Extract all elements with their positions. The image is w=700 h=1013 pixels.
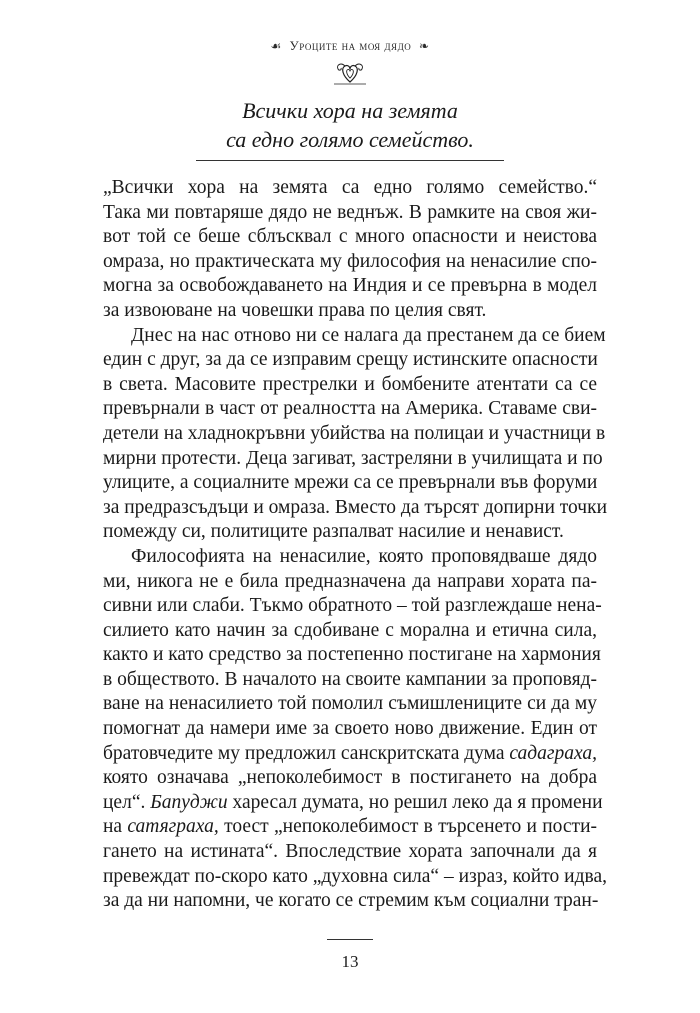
text-line: в света. Масовите престрелки и бомбените атентати са се (103, 373, 597, 395)
italic-term: сатяграха, (127, 816, 219, 838)
epigraph-divider (196, 160, 504, 161)
text-run: на (103, 816, 123, 838)
text-line: силието като начин за сдобиване с морална и етична сила, (103, 619, 597, 641)
text-line: превърнали в част от реалността на Америка. Ставаме сви- (103, 398, 597, 420)
text-line: Днес на нас отново ни се налага да престанем да се бием (131, 324, 606, 346)
text-line: за предразсъдъци и омраза. Вместо да търсят допирни точки (103, 496, 608, 518)
text-line: за извоюване на човешки права по целия свят. (103, 299, 487, 321)
text-line (103, 791, 603, 816)
text-line: която означава „непоколебимост в постигането на добра (103, 767, 597, 789)
text-line: могна за освобождаването на Индия и се превърна в модел (103, 275, 597, 297)
text-line: превеждат по-скоро като „духовна сила“ – израз, който идва, (103, 865, 607, 887)
text-line (103, 815, 597, 840)
text-line: ване на ненасилието той помолил съмишлениците си да му (103, 693, 597, 715)
text-line: сивни или слаби. Тъкмо обратното – той разглеждаше нена- (103, 595, 602, 617)
text-run: харесал думата, но решил леко да я промени (232, 791, 603, 813)
text-line (103, 742, 597, 767)
heart-scroll-ornament-icon (332, 60, 368, 86)
italic-term: садаграха, (509, 742, 598, 764)
running-head (0, 38, 700, 54)
footer-divider (327, 939, 373, 940)
text-line: мирни протести. Деца загиват, застреляни в училищата и по (103, 447, 603, 469)
epigraph-line-1: Всички хора на земята (242, 98, 458, 123)
text-line: омраза, но практическата му философия на ненасилие спо- (103, 250, 597, 272)
text-line: помежду си, политиците разпалват насилие и ненавист. (103, 521, 564, 543)
left-ornament-icon: ☙ (270, 39, 282, 53)
text-line: както и като средство за постепенно постигане на хармония (103, 644, 601, 666)
body-text (103, 176, 608, 914)
text-run: цел“. (103, 791, 146, 813)
epigraph (196, 96, 504, 154)
text-run: братовчедите му предложил санскритската дума (103, 742, 505, 764)
running-title: Уроците на моя дядо (289, 38, 412, 53)
text-line: Философията на ненасилие, която проповядваше дядо (131, 545, 597, 567)
page-number: 13 (341, 952, 359, 971)
text-line: в обществото. В началото на своите кампании за проповяд- (103, 668, 597, 690)
text-line: детели на хладнокръвни убийства на полицаи и участници в (103, 422, 606, 444)
text-line: улиците, а социалните мрежи са се превърнали във форуми (103, 472, 598, 494)
text-line: за да ни напомни, че когато се стремим към социални тран- (103, 890, 599, 912)
text-line: помогнат да намери име за своето ново движение. Един от (103, 718, 597, 740)
text-line: гането на истината“. Впоследствие хората започнали да я (103, 841, 597, 863)
text-line: ми, никога не е била предназначена да направи хората па- (103, 570, 597, 592)
italic-term: Бапуджи (150, 791, 228, 813)
text-line: един с друг, за да се изправим срещу истинските опасности (103, 349, 598, 371)
text-line: вот той се беше сблъсквал с много опасности и неистова (103, 226, 597, 248)
epigraph-line-2: са едно голямо семейство. (226, 127, 474, 152)
right-ornament-icon: ❧ (418, 39, 430, 53)
text-run: тоест „непоколебимост в търсенето и пости- (224, 816, 597, 838)
text-line: Така ми повтаряше дядо не веднъж. В рамките на своя жи- (103, 201, 597, 223)
text-line: „Всички хора на земята са едно голямо семейство.“ (103, 177, 597, 198)
